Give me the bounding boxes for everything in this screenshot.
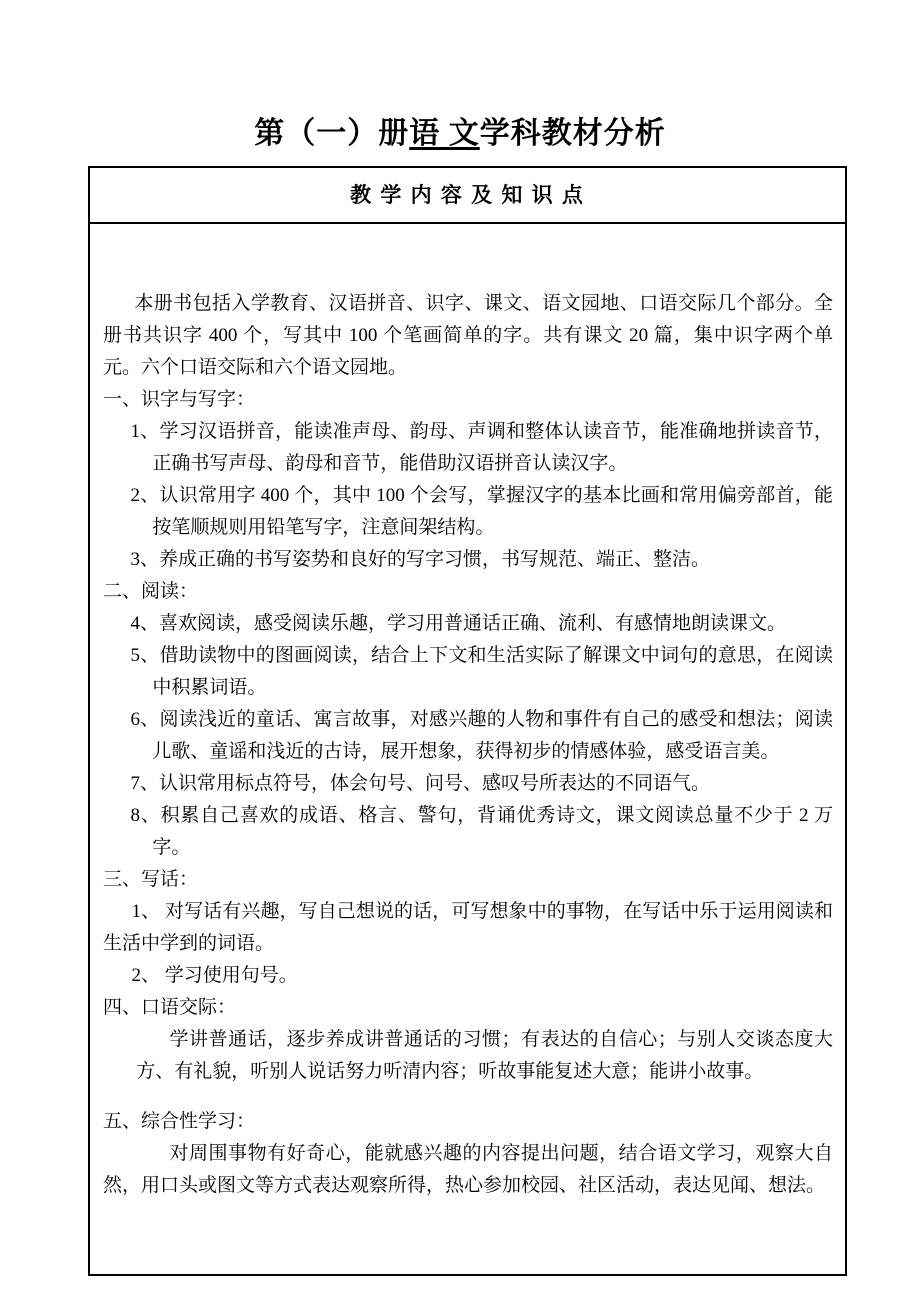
paragraph: 学讲普通话，逐步养成讲普通话的习惯；有表达的自信心；与别人交谈态度大方、有礼貌，听别人说话努力听清内容；听故事能复述大意；能讲小故事。 <box>136 1029 833 1082</box>
content-table <box>88 166 847 1276</box>
paragraph: 2、认识常用字 400 个，其中 100 个会写，掌握汉字的基本比画和常用偏旁部首，能按笔顺规则用铅笔写字，注意间架结构。 <box>130 485 833 538</box>
paragraph: 4、喜欢阅读，感受阅读乐趣，学习用普通话正确、流利、有感情地朗读课文。 <box>130 613 787 634</box>
body-cell <box>90 224 845 1274</box>
paragraph: 对周围事物有好奇心，能就感兴趣的内容提出问题，结合语文学习，观察大自然，用口头或图文等方式表达观察所得，热心参加校园、社区活动，表达见闻、想法。 <box>103 1143 833 1196</box>
paragraph: 五、综合性学习： <box>103 1111 256 1132</box>
paragraph: 四、口语交际： <box>103 997 237 1018</box>
page-title-suffix: 学科教材分析 <box>479 117 666 150</box>
paragraph: 本册书包括入学教育、汉语拼音、识字、课文、语文园地、口语交际几个部分。全册书共识字 400 个，写其中 100 个笔画简单的字。共有课文 20 篇，集中识字两个单元。六个口语交际和六个语文园地。 <box>103 293 833 378</box>
page-title-prefix: 第（一）册 <box>254 117 410 150</box>
paragraph: 二、阅读： <box>103 581 199 602</box>
paragraph: 一、识字与写字： <box>103 389 256 410</box>
paragraph: 三、写话： <box>103 869 199 890</box>
paragraph: 1、 对写话有兴趣，写自己想说的话，可写想象中的事物，在写话中乐于运用阅读和生活中学到的词语。 <box>103 901 833 954</box>
paragraph: 3、养成正确的书写姿势和良好的写字习惯，书写规范、端正、整洁。 <box>130 549 711 570</box>
page-title <box>0 108 920 152</box>
table-header: 教 学 内 容 及 知 识 点 <box>90 168 845 224</box>
paragraph: 8、积累自己喜欢的成语、格言、警句，背诵优秀诗文，课文阅读总量不少于 2 万字。 <box>130 805 833 858</box>
paragraph: 5、借助读物中的图画阅读，结合上下文和生活实际了解课文中词句的意思，在阅读中积累词语。 <box>130 645 833 698</box>
paragraph: 6、阅读浅近的童话、寓言故事，对感兴趣的人物和事件有自己的感受和想法；阅读儿歌、童谣和浅近的古诗，展开想象，获得初步的情感体验，感受语言美。 <box>130 709 833 762</box>
paragraph: 2、 学习使用句号。 <box>131 965 298 986</box>
paragraph: 7、认识常用标点符号，体会句号、问号、感叹号所表达的不同语气。 <box>130 773 711 794</box>
paragraph: 1、学习汉语拼音，能读准声母、韵母、声调和整体认读音节，能准确地拼读音节，正确书写声母、韵母和音节，能借助汉语拼音认读汉字。 <box>130 421 833 474</box>
page-title-underlined-text: 语 文 <box>409 117 480 150</box>
